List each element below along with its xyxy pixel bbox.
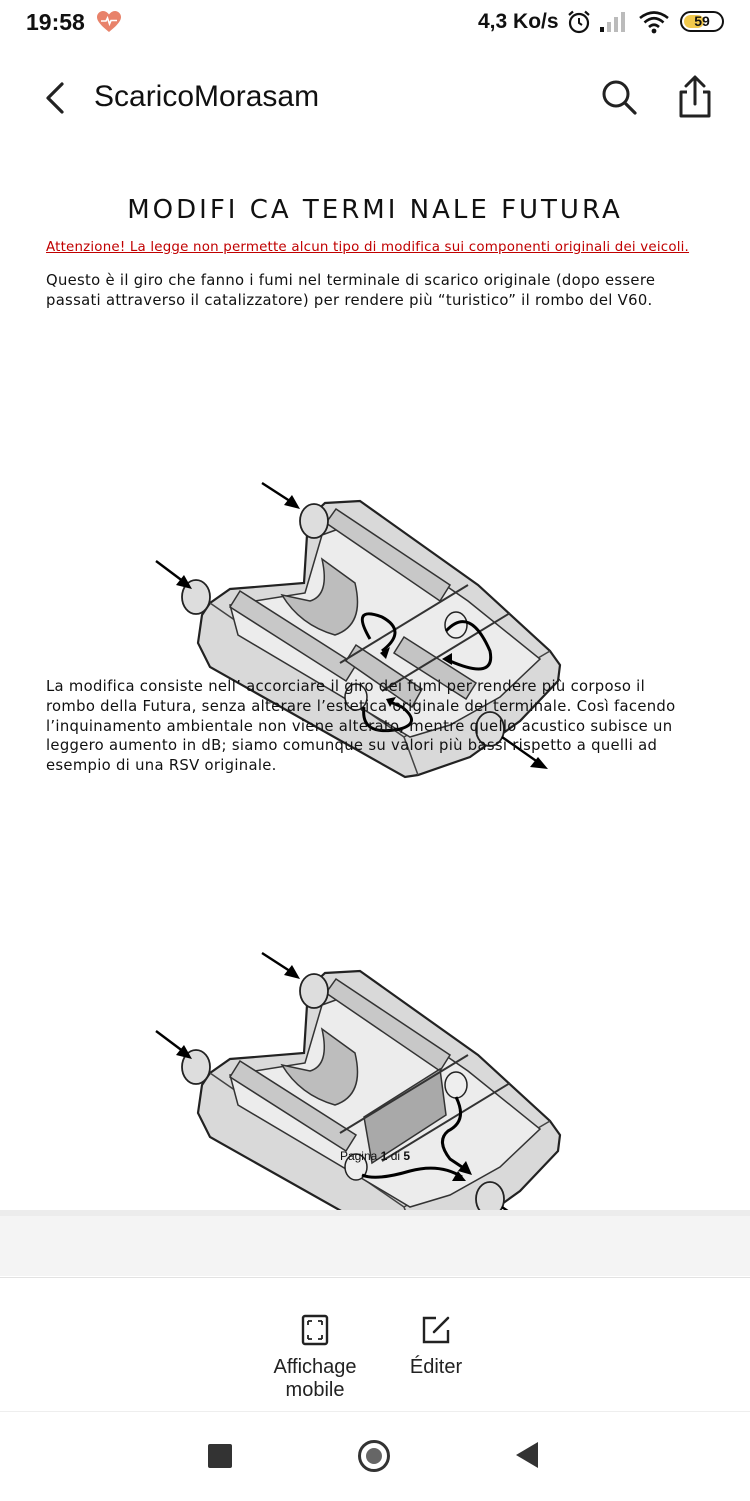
home-icon[interactable] — [358, 1440, 390, 1472]
status-time: 19:58 — [26, 9, 85, 35]
legal-warning: Attenzione! La legge non permette alcun tipo di modifica sui componenti originali dei veicoli. — [46, 240, 690, 255]
edit-button[interactable] — [388, 1314, 484, 1379]
back-arrow-icon[interactable] — [38, 78, 78, 118]
paragraph-line: Questo è il giro che fanno i fumi nel terminale di scarico originale (dopo essere — [46, 272, 656, 289]
back-icon[interactable] — [516, 1442, 538, 1468]
paragraph-line: esempio di una RSV originale. — [46, 757, 277, 775]
paragraph-original-flow — [46, 271, 655, 311]
share-icon[interactable] — [674, 74, 716, 120]
battery-level: 59 — [694, 13, 710, 29]
page-number — [0, 1149, 750, 1163]
paragraph-modification — [46, 677, 675, 776]
search-icon[interactable] — [598, 76, 640, 118]
home-icon-dot — [366, 1448, 382, 1464]
heart-icon — [96, 10, 122, 34]
alarm-icon — [566, 9, 592, 35]
mobile-view-button[interactable] — [258, 1314, 372, 1402]
mobile-view-label-line2: mobile — [285, 1379, 345, 1401]
edit-icon — [420, 1314, 452, 1346]
edit-label: Éditer — [409, 1356, 463, 1378]
paragraph-line: leggero aumento in dB; siamo comunque su valori più bassi rispetto a quelli ad — [46, 737, 658, 755]
paragraph-line: La modifica consiste nell’ accorciare il giro dei fumi per rendere più corposo il — [46, 678, 646, 695]
next-page-preview[interactable] — [0, 1210, 750, 1276]
app-bar — [0, 60, 750, 140]
document-title: ScaricoMorasam — [94, 80, 320, 113]
paragraph-line: l’inquinamento ambientale non viene alterato, mentre quello acustico subisce un — [46, 717, 673, 735]
page-of: di — [390, 1149, 401, 1163]
pdf-page[interactable] — [0, 150, 750, 1205]
wifi-icon — [638, 10, 670, 34]
mobile-view-label-line1: Affichage — [273, 1356, 357, 1378]
paragraph-line: passati attraverso il catalizzatore) per rendere più “turistico” il rombo del V60. — [46, 291, 653, 309]
system-nav-bar — [0, 1411, 750, 1501]
page-total: 5 — [403, 1149, 411, 1163]
page-label: Pagina — [339, 1149, 378, 1163]
pdf-heading: MODIFI CA TERMI NALE FUTURA — [127, 195, 623, 225]
recents-icon[interactable] — [208, 1444, 232, 1468]
signal-icon — [598, 10, 630, 34]
page-current: 1 — [380, 1149, 388, 1163]
battery-icon — [680, 11, 724, 32]
mobile-view-icon — [300, 1314, 330, 1346]
paragraph-line: rombo della Futura, senza alterare l’estetica originale del terminale. Così facendo — [46, 697, 676, 715]
status-bar — [0, 0, 750, 46]
network-speed: 4,3 Ko/s — [478, 10, 559, 33]
bottom-action-bar — [0, 1277, 750, 1412]
